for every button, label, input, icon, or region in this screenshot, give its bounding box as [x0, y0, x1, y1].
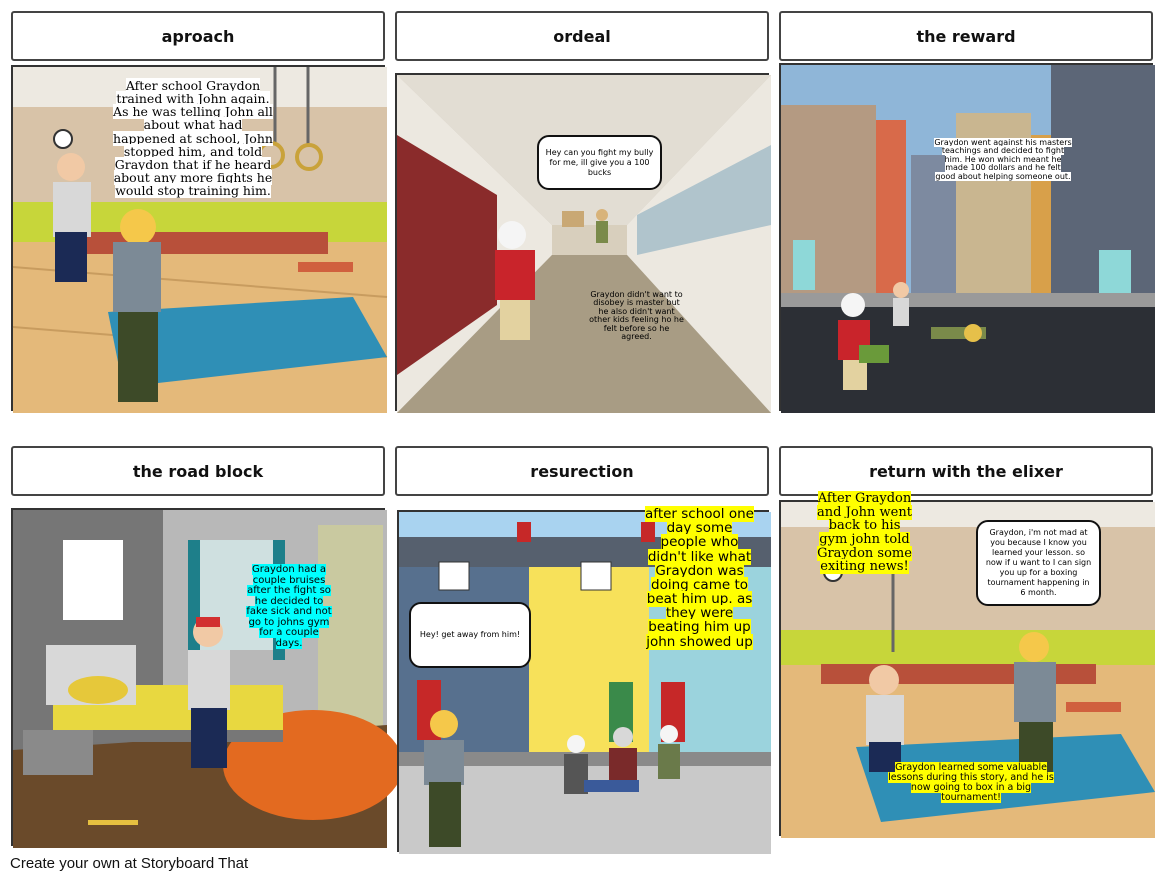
panel-caption-6-top: After Graydon and John went back to his gym john told Graydon some exiting news!: [817, 491, 912, 575]
panel-scene-1: [11, 65, 385, 411]
panel-title-1: aproach: [11, 11, 385, 61]
speech-bubble-5: Hey! get away from him!: [409, 602, 531, 668]
panel-caption-1: After school Graydon trained with John again. As he was telling John all about what had happened at school, John stopped him, and told Graydon that if he heard about any more fights he would stop training him.: [113, 78, 273, 198]
panel-scene-5: [397, 506, 769, 852]
panel-scene-2: [395, 73, 769, 411]
panel-caption-2: Graydon didn't want to disobey is master but he also didn't want other kids feeling ho he felt before so he agreed.: [589, 290, 684, 341]
panel-scene-4: [11, 508, 385, 846]
speech-bubble-2: Hey can you fight my bully for me, ill give you a 100 bucks: [537, 135, 662, 190]
panel-title-4: the road block: [11, 446, 385, 496]
panel-caption-4: Graydon had a couple bruises after the fight so he decided to fake sick and not go to johns gym for a couple days.: [246, 564, 332, 649]
panel-title-3: the reward: [779, 11, 1153, 61]
panel-title-2: ordeal: [395, 11, 769, 61]
panel-caption-3: Graydon went against his masters teachings and decided to fight him. He won which meant he made 100 dollars and he felt good about helping someone out.: [934, 138, 1072, 181]
bedroom-illustration: [13, 510, 387, 848]
panel-title-5: resurection: [395, 446, 769, 496]
panel-scene-6: [779, 491, 1153, 836]
panel-caption-6-bottom: Graydon learned some valuable lessons during this story, and he is now going to box in a big tournament!: [888, 762, 1054, 803]
storyboard-footer-link[interactable]: Create your own at Storyboard That: [10, 855, 249, 872]
panel-title-6: return with the elixer: [779, 446, 1153, 496]
panel-scene-3: [779, 63, 1153, 411]
hallway-illustration: [397, 75, 771, 413]
panel-caption-5: after school one day some people who didn't like what Graydon was doing came to beat him up. as they were beating him up john showed up: [645, 506, 754, 650]
street-illustration: [781, 65, 1155, 413]
speech-bubble-6: Graydon, i'm not mad at you because I know you learned your lesson. so now if u want to I can sign you up for a boxing tournament happening in 6 month.: [976, 520, 1101, 606]
